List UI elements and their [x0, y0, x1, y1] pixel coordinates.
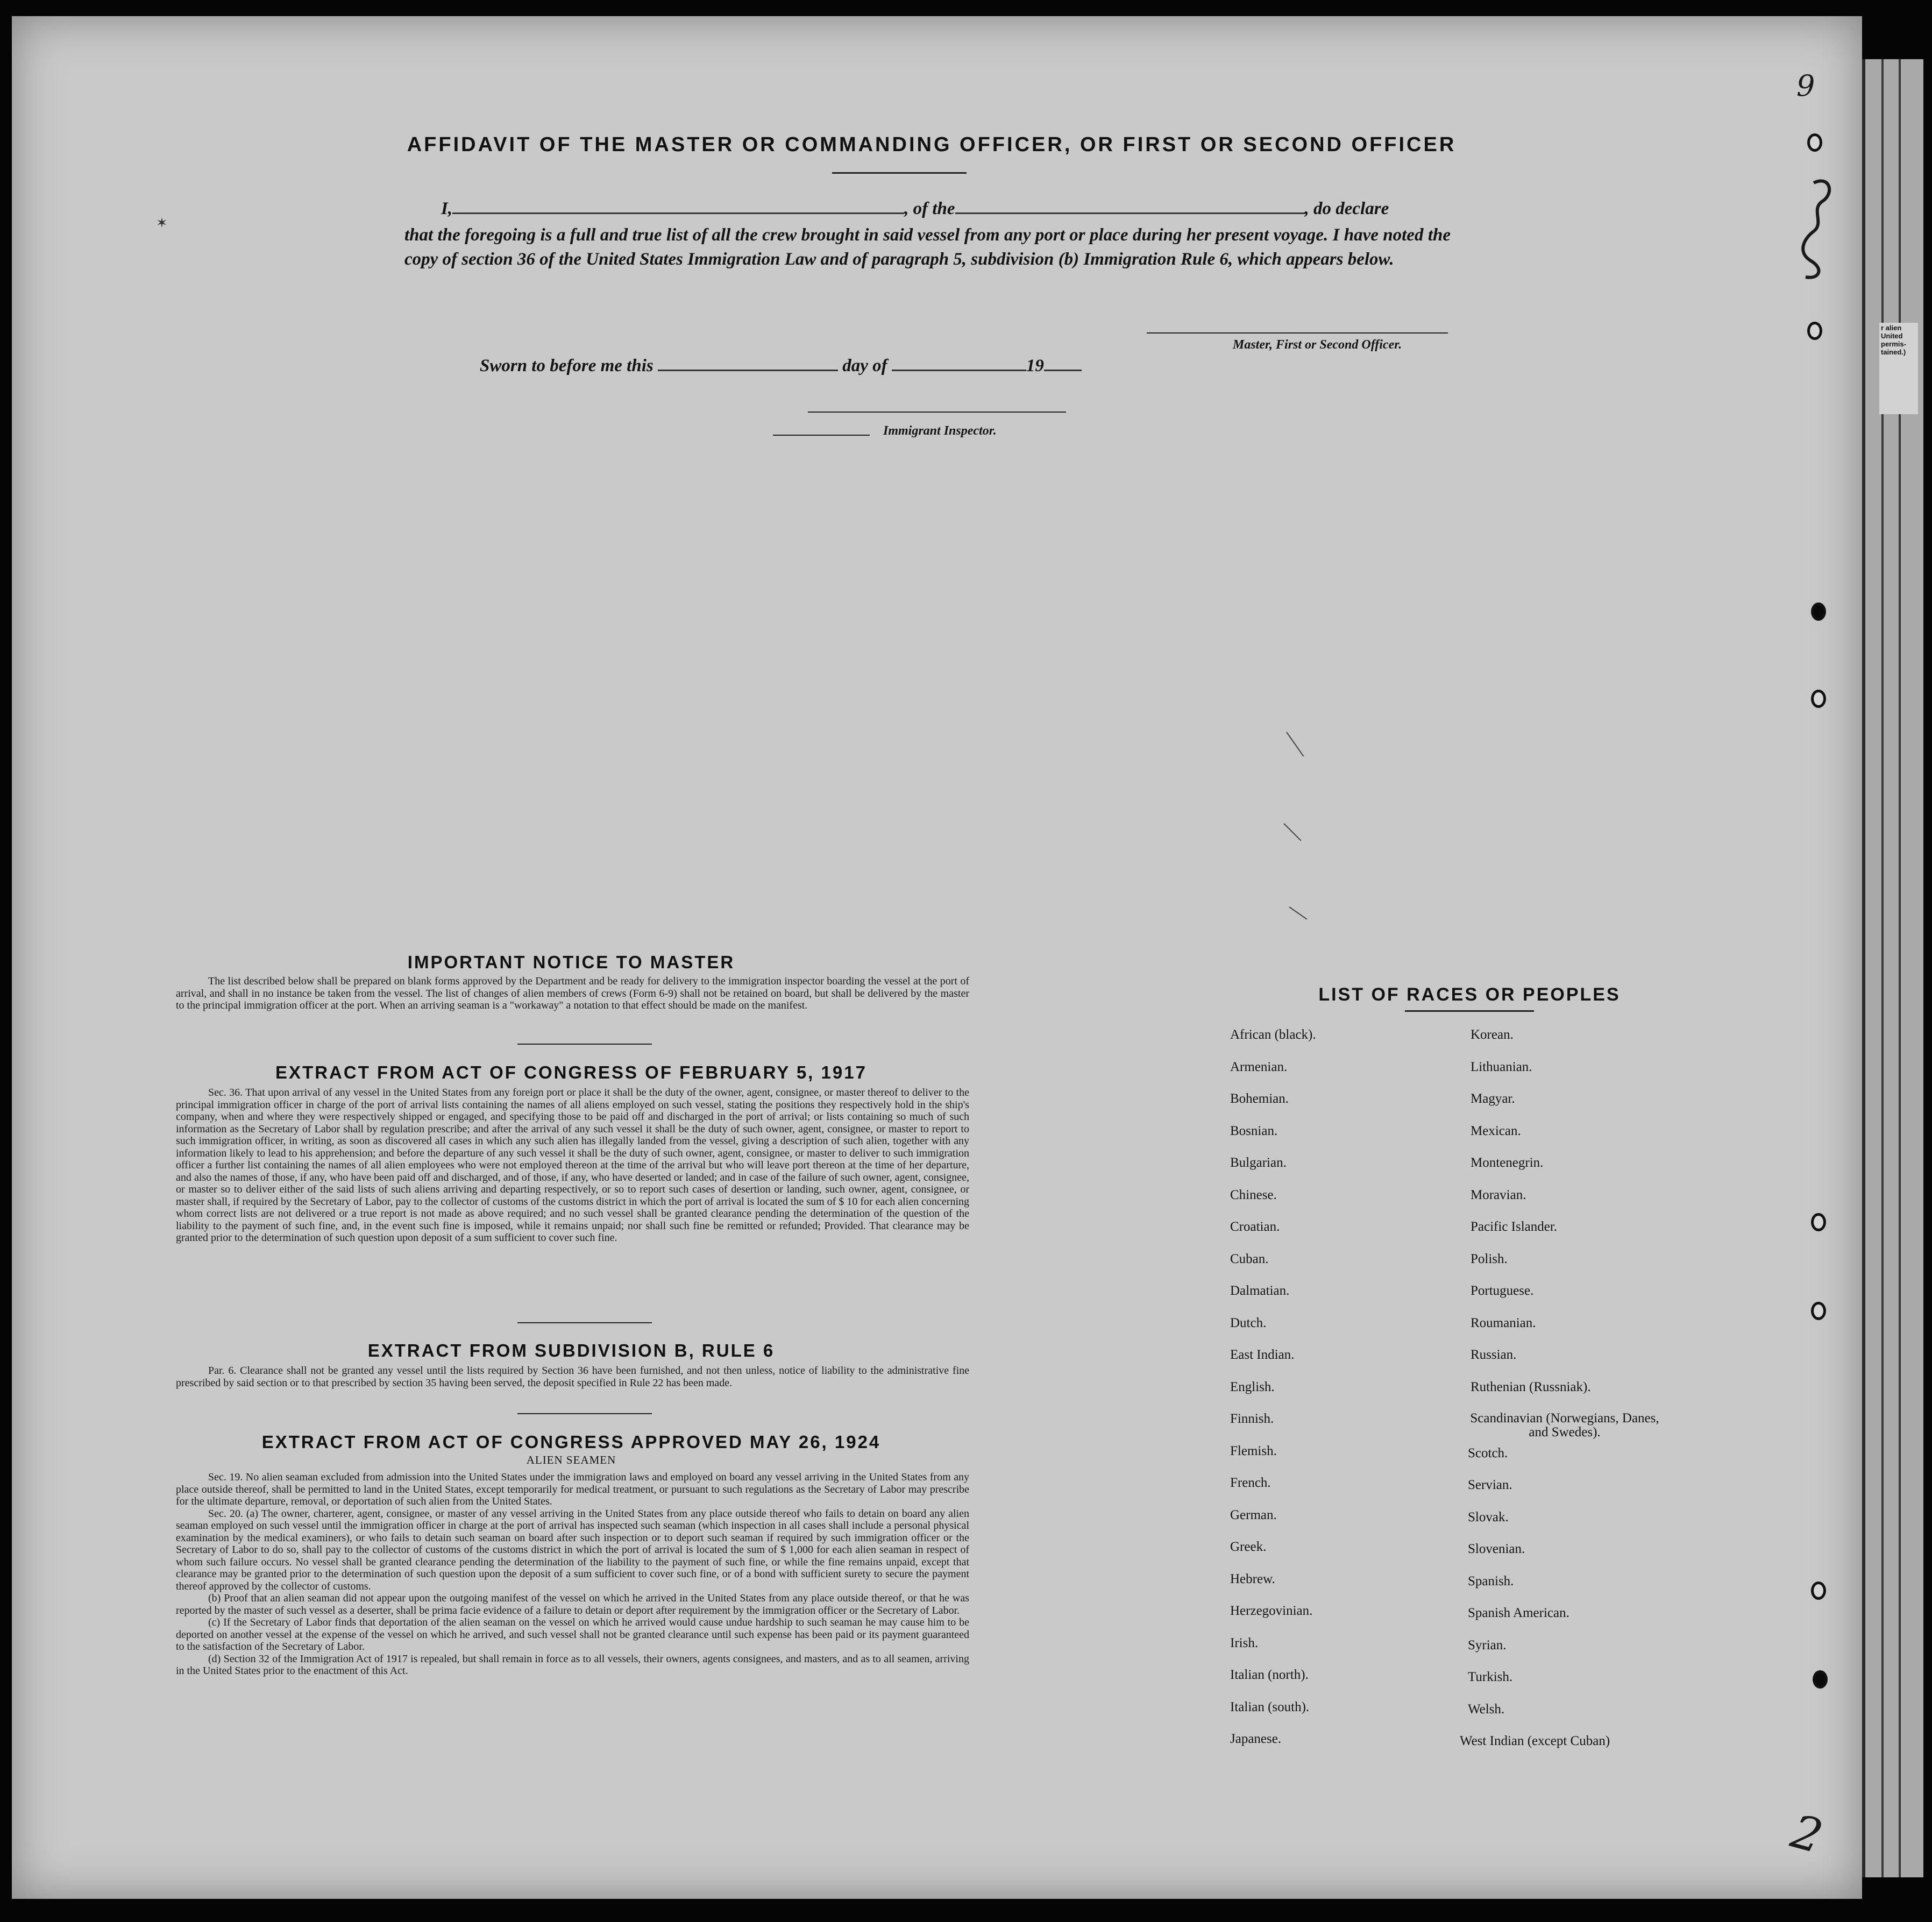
race-item: Roumanian. [1471, 1315, 1536, 1330]
vessel-name-blank [955, 212, 1305, 214]
punch-hole [1807, 133, 1822, 152]
race-item: Welsh. [1468, 1701, 1505, 1717]
master-name-blank [452, 212, 904, 214]
extract-1924-title: EXTRACT FROM ACT OF CONGRESS APPROVED MAY 26, 1924 [261, 1432, 881, 1452]
race-item: French. [1230, 1476, 1271, 1490]
race-item: Japanese. [1230, 1732, 1282, 1746]
inspector-line [808, 412, 1066, 413]
race-item: Bohemian. [1230, 1091, 1289, 1106]
signature-line [1147, 332, 1448, 334]
race-item: Bulgarian. [1230, 1155, 1287, 1170]
handwritten-number: 2 [1785, 1804, 1828, 1864]
rule-6-text [176, 1365, 969, 1389]
notice-text [176, 975, 969, 1012]
sworn-date-blank [658, 370, 838, 371]
race-item: Ruthenian (Russniak). [1471, 1379, 1591, 1394]
race-item: Korean. [1471, 1027, 1514, 1042]
race-item: Moravian. [1471, 1187, 1526, 1202]
race-item: Spanish. [1468, 1573, 1514, 1588]
title-underline [832, 172, 967, 174]
notice-title: IMPORTANT NOTICE TO MASTER [407, 952, 735, 972]
punch-hole [1811, 1213, 1826, 1231]
race-item: Chinese. [1230, 1187, 1277, 1202]
race-item: Syrian. [1468, 1637, 1507, 1653]
punch-hole [1807, 322, 1822, 340]
race-item: East Indian. [1230, 1347, 1295, 1362]
punch-hole [1811, 1581, 1826, 1600]
handwritten-scribble [1781, 172, 1846, 285]
punch-hole [1811, 690, 1826, 708]
handwritten-number: 9 [1796, 69, 1815, 103]
extract-1917-title: EXTRACT FROM ACT OF CONGRESS OF FEBRUARY 5, 1917 [275, 1062, 867, 1082]
race-item: Hebrew. [1230, 1571, 1275, 1586]
race-item: Turkish. [1468, 1670, 1513, 1684]
edge-text-line: United [1881, 332, 1903, 340]
punch-hole [1813, 1670, 1828, 1689]
edge-text-snippet [1879, 323, 1918, 414]
race-item: Dalmatian. [1230, 1283, 1290, 1298]
sworn-year: 19 [1026, 356, 1044, 375]
notice-paragraph: The list described below shall be prepared on blank forms approved by the Department and be ready for delivery to the immigration inspector boarding the vessel at the port of arrival, and shall in no instance be taken from the vessel. The list of changes of alien members of crews (Form 6-9) shall not be retained on board, but shall be delivered by the master to the principal immigration officer at the port. When an arriving seaman is a "workaway" a notation to that effect should be made on the manifest. [176, 975, 969, 1011]
race-item: German. [1230, 1507, 1277, 1522]
stray-mark: ✶ [156, 215, 168, 231]
pencil-mark [1286, 732, 1304, 756]
sworn-day: day of [842, 356, 887, 375]
race-item: Herzegovinian. [1230, 1604, 1313, 1618]
race-item: Flemish. [1230, 1443, 1277, 1458]
edge-text-line: permis- [1881, 340, 1906, 348]
divider [517, 1044, 652, 1045]
extract-1917-text [176, 1087, 969, 1244]
form-page [12, 16, 1862, 1899]
sworn-prefix: Sworn to before me this [480, 356, 654, 375]
affidavit-title: AFFIDAVIT OF THE MASTER OR COMMANDING OFFICER, OR FIRST OR SECOND OFFICER [407, 133, 1457, 156]
declaration-mid: , of the [904, 199, 955, 218]
section-19-paragraph: Sec. 19. No alien seaman excluded from admission into the United States under the immigration laws and employed on board any vessel arriving in the United States from any place outside thereof, shall be permitted to land in the United States, except temporarily for medical treatment, or pursuant to such regulations as the Secretary of Labor may prescribe for the ultimate departure, removal, or deportation of such alien from the United States. [176, 1471, 969, 1507]
race-item: Russian. [1471, 1347, 1517, 1362]
race-item: Polish. [1471, 1251, 1508, 1266]
race-item: Finnish. [1230, 1412, 1274, 1426]
race-item: African (black). [1230, 1027, 1316, 1042]
pencil-mark [1283, 823, 1301, 841]
punch-hole [1811, 602, 1826, 621]
section-36-paragraph: Sec. 36. That upon arrival of any vessel in the United States from any foreign port or place it shall be the duty of the owner, agent, consignee, or master thereof to deliver to the principal immigration officer in charge of the port of arrival lists containing the names of all aliens employed on such vessel, stating the positions they respectively hold in the ship's company, when and where they were respectively shipped or engaged, and specifying those to be paid off and discharged in the port of arrival; or lists containing so much of such information as the Secretary of Labor shall by regulation prescribe; and after the arrival of any such vessel it shall be the duty of such owner, agent, consignee, or master to report to such immigration officer, in writing, as soon as discovered all cases in which any such alien has illegally landed from the vessel, giving a description of such alien, together with any information likely to lead to his apprehension; and before the departure of any such vessel it shall be the duty of such owner, agent, consignee, or master to deliver to such immigration officer a further list containing the names of all alien employees who were not employed thereon at the time of the arrival but who will leave port thereon at the time of her departure, and also the names of those, if any, who have been paid off and discharged, and of those, if any, who have deserted or landed; and in case of the failure of such owner, agent, consignee, or master so to deliver either of the said lists of such aliens arriving and departing respectively, or so to report such cases of desertion or landing, such owner, agent, consignee, or master shall, if required by the Secretary of Labor, pay to the collector of customs of the customs district in which the port of arrival is located the sum of $ 10 for each alien concerning whom correct lists are not delivered or a true report is not made as above required; and no such vessel shall be granted clearance pending the determination of the question of the liability to the payment of such fine, and, in the event such fine is imposed, while it remains unpaid; nor shall such fine be remitted or refunded; Provided. That clearance may be granted prior to the determination of such question upon deposit of a sum sufficient to cover such fine. [176, 1087, 969, 1244]
race-item: Irish. [1230, 1635, 1259, 1650]
sworn-year-blank [1044, 370, 1082, 371]
race-item: Spanish American. [1468, 1606, 1569, 1620]
inspector-caption: Immigrant Inspector. [883, 424, 997, 438]
edge-text-line: r alien [1881, 324, 1902, 332]
race-item: Slovak. [1468, 1509, 1509, 1524]
extract-1924-text [176, 1471, 969, 1677]
divider [517, 1413, 652, 1414]
races-underline [1405, 1010, 1534, 1012]
signature-caption: Master, First or Second Officer. [1233, 338, 1402, 352]
race-item: Servian. [1468, 1478, 1512, 1492]
races-title: LIST OF RACES OR PEOPLES [1318, 984, 1621, 1005]
punch-hole [1811, 1302, 1826, 1320]
pencil-mark [1289, 906, 1307, 920]
declaration-prefix: I, [441, 199, 453, 218]
race-item: Greek. [1230, 1540, 1267, 1554]
race-item: Slovenian. [1468, 1542, 1525, 1556]
race-item: Cuban. [1230, 1251, 1269, 1266]
inspector-short-line [773, 435, 870, 436]
race-item: Portuguese. [1471, 1283, 1534, 1298]
race-item: Dutch. [1230, 1315, 1267, 1330]
declaration-suffix: , do declare [1304, 199, 1389, 218]
race-item: Scandinavian (Norwegians, Danes, and Swedes). [1470, 1411, 1659, 1439]
race-item: Lithuanian. [1471, 1059, 1532, 1074]
section-20b-paragraph: (b) Proof that an alien seaman did not appear upon the outgoing manifest of the vessel on which he arrived in the United States from any place outside thereof, or that he was reported by the master of such vessel as a deserter, shall be prima facie evidence of a failure to detain or deport after requirement by the immigration officer or the Secretary of Labor. [176, 1592, 969, 1616]
race-item: Mexican. [1471, 1123, 1521, 1138]
race-item: West Indian (except Cuban) [1460, 1734, 1610, 1748]
race-item: Bosnian. [1230, 1123, 1278, 1138]
race-item: Montenegrin. [1471, 1155, 1544, 1170]
race-item: English. [1230, 1379, 1275, 1394]
race-item: Pacific Islander. [1471, 1219, 1558, 1234]
affidavit-body: that the foregoing is a full and true list of all the crew brought in said vessel from any port or place during her present voyage. I have noted the copy of section 36 of the United States Immigration Law and of paragraph 5, subdivision (b) Immigration Rule 6, which appears below. [404, 225, 1451, 269]
sworn-month-blank [892, 370, 1026, 371]
race-item: Magyar. [1471, 1091, 1515, 1106]
section-20d-paragraph: (d) Section 32 of the Immigration Act of 1917 is repealed, but shall remain in force as to all vessels, their owners, agents consignees, and masters, and as to all seamen, arriving in the United States prior to the enactment of this Act. [176, 1653, 969, 1677]
section-20a-paragraph: Sec. 20. (a) The owner, charterer, agent, consignee, or master of any vessel arriving in the United States from any place outside thereof who fails to detain on board any alien seaman employed on such vessel until the immigration officer in charge at the port of arrival has inspected such seaman (which inspection in all cases shall include a personal physical examination by the medical examiners), or who fails to detain such seaman on board after such inspection or to deport such seaman if required by such immigration officer or the Secretary of Labor to do so, shall pay to the collector of customs of the customs district in which the port of arrival is located the sum of $ 1,000 for each alien seaman in respect of whom such failure occurs. No vessel shall be granted clearance pending the determination of the liability to the payment of such fine, or while the fine remains unpaid, except that clearance may be granted prior to the determination of such question upon the deposit of a sum sufficient to cover such fine, or of a bond with sufficient surety to secure the payment thereof approved by the collector of customs. [176, 1507, 969, 1592]
edge-text-line: tained.) [1881, 348, 1906, 356]
race-item: Italian (north). [1230, 1668, 1309, 1682]
race-item: Armenian. [1230, 1059, 1288, 1074]
race-item: Scotch. [1468, 1445, 1508, 1460]
rule-6-paragraph: Par. 6. Clearance shall not be granted any vessel until the lists required by Section 36 have been furnished, and not then unless, notice of liability to the administrative fine prescribed by said section or to that prescribed by section 35 having been served, the deposit specified in Rule 22 has been made. [176, 1365, 969, 1389]
rule-6-title: EXTRACT FROM SUBDIVISION B, RULE 6 [367, 1341, 775, 1360]
declaration-line [441, 199, 1452, 219]
race-item: Italian (south). [1230, 1699, 1310, 1714]
sworn-line [480, 356, 1082, 376]
extract-1924-subtitle: ALIEN SEAMEN [526, 1453, 616, 1466]
divider [517, 1322, 652, 1323]
section-20c-paragraph: (c) If the Secretary of Labor finds that deportation of the alien seaman on the vessel on which he arrived would cause undue hardship to such seaman he may cause him to be deported on another vessel at the expense of the vessel on which he arrived, and such vessel shall not be granted clearance until such expense has been paid or its payment guaranteed to the satisfaction of the Secretary of Labor. [176, 1616, 969, 1653]
race-item: Croatian. [1230, 1219, 1280, 1234]
